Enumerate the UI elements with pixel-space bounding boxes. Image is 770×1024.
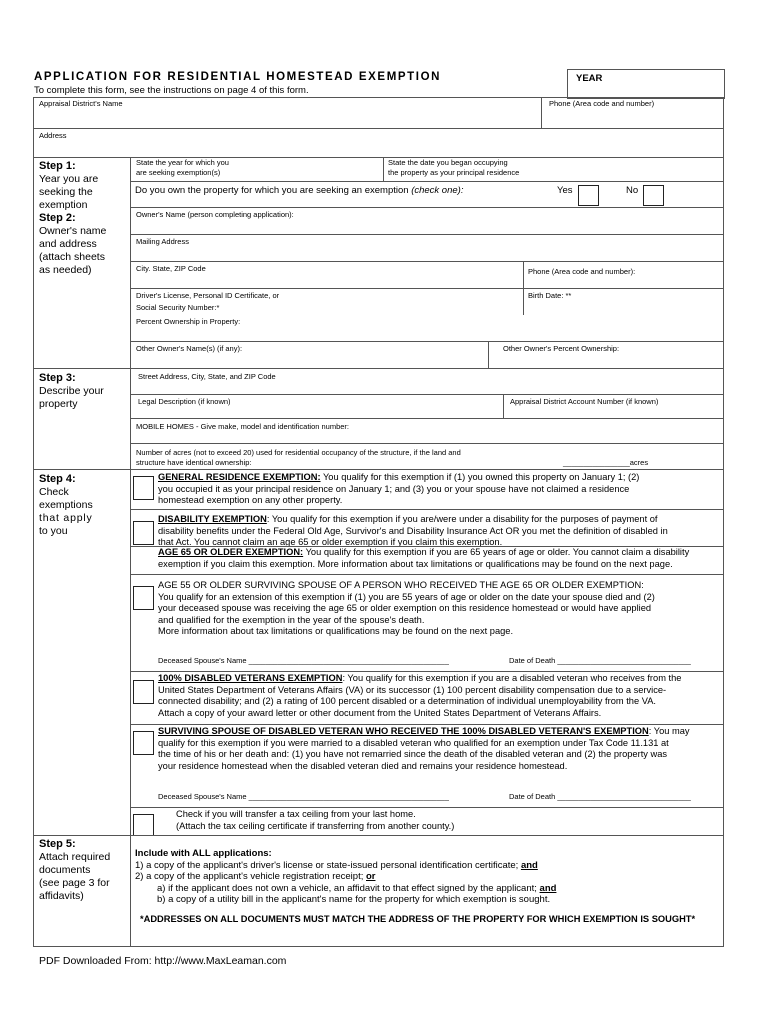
- frame-right: [723, 97, 724, 946]
- age65-exemption-heading: AGE 65 OR OLDER EXEMPTION:: [158, 547, 304, 557]
- disability-exemption-checkbox[interactable]: [133, 521, 154, 545]
- rule: [130, 443, 724, 444]
- field-label: structure have identical ownership:: [136, 458, 252, 467]
- rule: [33, 835, 724, 836]
- rule: [523, 261, 524, 288]
- disabled-veteran-checkbox[interactable]: [133, 680, 154, 704]
- field-label: Social Security Number:*: [136, 303, 220, 312]
- field-label: State the date you began occupying: [388, 158, 508, 167]
- requirement-item: 2) a copy of the applicant's vehicle registration receipt;: [135, 871, 366, 882]
- rule: [503, 394, 504, 418]
- spouse65-exemption-text: [158, 580, 723, 638]
- rule: [130, 341, 724, 342]
- disability-exemption-heading: DISABILITY EXEMPTION: [158, 514, 267, 524]
- spouse65-line: and qualified for the exemption in the year of the spouse's death.: [158, 614, 425, 625]
- tax-ceiling-checkbox[interactable]: [133, 814, 154, 836]
- disability-exemption-text: [158, 514, 723, 549]
- step4-desc-line: Check: [39, 486, 69, 498]
- general-exemption-checkbox[interactable]: [133, 476, 154, 500]
- step1-desc-line: exemption: [39, 199, 88, 211]
- disability-line: that Act. You cannot claim an age 65 or older exemption if you claim this exemption.: [158, 537, 503, 548]
- veteran-spouse-deceased-name-field[interactable]: Deceased Spouse's Name ________________________________________________: [158, 792, 449, 801]
- rule: [523, 288, 524, 315]
- acres-label: [136, 448, 461, 468]
- frame-left: [33, 97, 34, 946]
- rule: [130, 724, 724, 725]
- veteran-spouse-exemption-heading: SURVIVING SPOUSE OF DISABLED VETERAN WHO RECEIVED THE 100% DISABLED VETERAN'S EXEMPTION: [158, 726, 649, 736]
- requirement-conjunction: and: [539, 882, 557, 894]
- veteran-spouse-exemption-text: [158, 726, 723, 772]
- rule: [488, 341, 489, 368]
- rule: [130, 671, 724, 672]
- age65-line: You qualify for this exemption if you are 65 years of age or older. You cannot claim a disability: [303, 547, 690, 557]
- rule: [33, 97, 724, 98]
- general-line: You qualify for this exemption if (1) you owned this property on January 1; (2): [320, 472, 640, 482]
- own-question-em: (check one):: [411, 185, 464, 196]
- spouse65-line: You qualify for an extension of this exemption if (1) you are 55 years of age or older on the date your spouse died and (2): [158, 591, 655, 602]
- own-property-question: [135, 185, 463, 197]
- requirement-item: b) a copy of a utility bill in the applicant's name for the property for which exemption is sought.: [157, 894, 551, 905]
- percent-ownership-field[interactable]: Percent Ownership in Property:: [136, 317, 241, 326]
- owner-name-field[interactable]: Owner's Name (person completing application):: [136, 210, 294, 219]
- include-heading: Include with ALL applications:: [135, 848, 272, 859]
- form-subtitle: To complete this form, see the instructions on page 4 of this form.: [34, 85, 309, 96]
- year-seeking-field[interactable]: [136, 158, 229, 178]
- veteran-spouse-line: the time of his or her death and: (1) you have not remarried since the death of the disabled veteran and (2) the property was: [158, 749, 668, 760]
- license-ssn-field[interactable]: [136, 290, 279, 314]
- owner-phone-field[interactable]: Phone (Area code and number):: [528, 267, 636, 276]
- veteran-spouse-line: : You may: [648, 726, 690, 736]
- veteran-spouse-date-of-death-field[interactable]: Date of Death ________________________________: [509, 792, 691, 801]
- own-yes-checkbox[interactable]: [578, 185, 599, 206]
- veteran-line: : You qualify for this exemption if you are a disabled veteran who receives from the: [342, 673, 682, 683]
- step2-desc-line: as needed): [39, 264, 92, 276]
- mailing-address-field[interactable]: Mailing Address: [136, 237, 189, 246]
- address-match-notice: *ADDRESSES ON ALL DOCUMENTS MUST MATCH THE ADDRESS OF THE PROPERTY FOR WHICH EXEMPTION IS SOUGHT*: [140, 914, 696, 924]
- mobile-home-field[interactable]: MOBILE HOMES - Give make, model and identification number:: [136, 422, 350, 431]
- veteran-spouse-checkbox[interactable]: [133, 731, 154, 755]
- rule: [130, 574, 724, 575]
- own-no-label: No: [626, 185, 639, 196]
- rule: [130, 234, 724, 235]
- date-occupying-field[interactable]: [388, 158, 519, 178]
- rule: [130, 394, 724, 395]
- step1-label: [39, 160, 106, 277]
- veteran-exemption-text: [158, 673, 723, 719]
- veteran-spouse-line: qualify for this exemption if you were married to a disabled veteran who qualified for an exemption under Tax Code 11.131 at: [158, 737, 669, 748]
- rule: [383, 157, 384, 181]
- step5-desc-line: affidavits): [39, 890, 84, 902]
- field-label: Number of acres (not to exceed 20) used for residential occupancy of the structure, if the land and: [136, 448, 461, 457]
- veteran-line: Attach a copy of your award letter or other document from the United States Department of Veterans Affairs.: [158, 707, 602, 718]
- veteran-line: connected disability; and (2) a rating of 100 percent disabled or a determination of individual unemployability from the VA.: [158, 696, 657, 707]
- spouse65-line: your deceased spouse was receiving the age 65 or older exemption on this residence homestead or would have applied: [158, 603, 652, 614]
- other-owner-names-field[interactable]: Other Owner's Name(s) (if any):: [136, 344, 243, 353]
- step5-title: Step 5:: [39, 838, 76, 850]
- step4-desc-line: to you: [39, 525, 68, 537]
- step3-label: [39, 372, 104, 411]
- street-address-field[interactable]: Street Address, City, State, and ZIP Code: [138, 372, 276, 381]
- spouse65-deceased-name-field[interactable]: Deceased Spouse's Name ________________________________________________: [158, 656, 449, 665]
- own-no-checkbox[interactable]: [643, 185, 664, 206]
- step2-title: Step 2:: [39, 212, 76, 224]
- age65-line: exemption if you claim this exemption. More information about tax limitations or qualifications may be found on the next page.: [158, 558, 673, 569]
- general-line: homestead exemption on any other property.: [158, 495, 343, 506]
- year-label: YEAR: [576, 73, 603, 84]
- veteran-line: United States Department of Veterans Affairs (VA) or its successor (1) 100 percent disability compensation due to a service-: [158, 684, 667, 695]
- rule: [130, 181, 724, 182]
- requirement-item: a) if the applicant does not own a vehicle, an affidavit to that effect signed by the applicant;: [157, 882, 540, 894]
- appraisal-district-field[interactable]: Appraisal District's Name: [39, 99, 123, 108]
- field-label: State the year for which you: [136, 158, 229, 167]
- rule: [33, 469, 724, 470]
- general-exemption-heading: GENERAL RESIDENCE EXEMPTION:: [158, 472, 321, 482]
- birth-date-field[interactable]: Birth Date: **: [528, 291, 572, 300]
- step-column-divider: [130, 157, 131, 946]
- pdf-source-footer: PDF Downloaded From: http://www.MaxLeaman.com: [39, 955, 287, 967]
- step1-desc-line: seeking the: [39, 186, 93, 198]
- general-line: you occupied it as your principal residence on January 1; and (3) you or your spouse have not claimed a residence: [158, 483, 630, 494]
- step5-desc-line: Attach required: [39, 851, 111, 863]
- step3-title: Step 3:: [39, 372, 76, 384]
- district-phone-field[interactable]: Phone (Area code and number): [549, 99, 655, 108]
- field-label: Driver's License, Personal ID Certificate, or: [136, 291, 280, 300]
- account-number-field[interactable]: Appraisal District Account Number (if known): [510, 397, 659, 406]
- general-exemption-text: [158, 472, 723, 507]
- spouse65-date-of-death-field[interactable]: Date of Death ________________________________: [509, 656, 691, 665]
- own-yes-label: Yes: [557, 185, 573, 196]
- step5-desc-line: (see page 3 for: [39, 877, 110, 889]
- age65-exemption-text: [158, 547, 723, 570]
- rule: [33, 128, 724, 129]
- own-question-text: Do you own the property for which you are seeking an exemption: [135, 185, 412, 196]
- rule: [130, 807, 724, 808]
- rule: [33, 368, 724, 369]
- step5-desc-line: documents: [39, 864, 91, 876]
- spouse65-line: More information about tax limitations or qualifications may be found on the next page.: [158, 626, 514, 637]
- veteran-spouse-line: your residence homestead when the disabled veteran died and remains your residence homestead.: [158, 760, 568, 771]
- step2-desc-line: and address: [39, 238, 97, 250]
- rule: [130, 509, 724, 510]
- step4-label: [39, 473, 93, 538]
- tax-ceiling-text: [176, 809, 716, 832]
- rule: [130, 207, 724, 208]
- frame-bottom: [33, 946, 724, 947]
- other-owner-percent-field[interactable]: Other Owner's Percent Ownership:: [503, 344, 620, 353]
- acres-field[interactable]: ________________acres: [563, 458, 649, 467]
- rule: [541, 97, 542, 128]
- legal-description-field[interactable]: Legal Description (if known): [138, 397, 231, 406]
- requirement-item: 1) a copy of the applicant's driver's license or state-issued personal identification certificate;: [135, 859, 521, 871]
- surviving-spouse-65-checkbox[interactable]: [133, 586, 154, 610]
- city-state-zip-field[interactable]: City. State, ZIP Code: [136, 264, 206, 273]
- tax-ceiling-line: Check if you will transfer a tax ceiling from your last home.: [176, 809, 416, 819]
- disability-line: disability benefits under the Federal Old Age, Survivor's and Disability Insurance Act OR you met the definition of disabled in: [158, 525, 668, 536]
- step1-desc-line: Year you are: [39, 173, 99, 185]
- step4-desc-line: that apply: [39, 512, 93, 524]
- step2-desc-line: (attach sheets: [39, 251, 105, 263]
- requirement-conjunction: or: [366, 871, 376, 882]
- rule: [130, 418, 724, 419]
- step2-desc-line: Owner's name: [39, 225, 107, 237]
- step5-label: [39, 838, 110, 903]
- step4-desc-line: exemptions: [39, 499, 93, 511]
- field-label: the property as your principal residence: [388, 168, 520, 177]
- district-address-field[interactable]: Address: [39, 131, 67, 140]
- disability-line: : You qualify for this exemption if you are/were under a disability for the purposes of payment of: [266, 514, 658, 524]
- step1-title: Step 1:: [39, 160, 76, 172]
- rule: [130, 288, 724, 289]
- step3-desc-line: property: [39, 398, 78, 410]
- step5-requirements: [135, 848, 720, 906]
- rule: [130, 261, 724, 262]
- form-title: APPLICATION FOR RESIDENTIAL HOMESTEAD EXEMPTION: [34, 71, 442, 83]
- veteran-exemption-heading: 100% DISABLED VETERANS EXEMPTION: [158, 673, 343, 683]
- step4-title: Step 4:: [39, 473, 76, 485]
- requirement-conjunction: and: [520, 859, 538, 871]
- field-label: are seeking exemption(s): [136, 168, 221, 177]
- spouse65-exemption-heading: AGE 55 OR OLDER SURVIVING SPOUSE OF A PERSON WHO RECEIVED THE AGE 65 OR OLDER EXEMPTION:: [158, 580, 644, 590]
- step3-desc-line: Describe your: [39, 385, 104, 397]
- tax-ceiling-line: (Attach the tax ceiling certificate if transferring from another county.): [176, 820, 455, 831]
